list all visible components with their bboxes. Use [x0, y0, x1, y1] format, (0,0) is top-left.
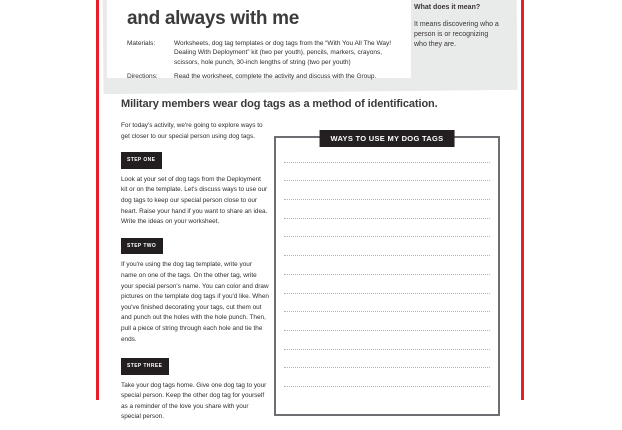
- directions-text: Read the worksheet, complete the activity and discuss with the Group.: [174, 73, 377, 81]
- directions-label: Directions:: [127, 73, 158, 81]
- worksheet-ruled-lines: [276, 138, 498, 387]
- note-title: What does it mean?: [414, 4, 481, 11]
- activity-header-card: [107, 0, 411, 81]
- step-one-text: Look at your set of dog tags from the Deployment kit or on the template. Let's discuss ways to use our dog tags to keep our special person close to our heart. Raise your hand if you want to share an idea. Write the ideas on your worksheet.: [121, 175, 268, 226]
- page-heading: Military members wear dog tags as a method of identification.: [121, 98, 438, 110]
- worksheet-line: [284, 256, 490, 275]
- what-does-it-mean-note: [414, 3, 510, 50]
- intro-paragraph: For today's activity, we're going to explore ways to get closer to our special person using dog tags.: [121, 122, 263, 140]
- instructions-column: [121, 121, 269, 430]
- worksheet-line: [284, 275, 490, 294]
- materials-row: [127, 39, 397, 67]
- worksheet-box: [274, 136, 500, 416]
- worksheet-box-title: WAYS TO USE MY DOG TAGS: [320, 130, 455, 147]
- worksheet-line: [284, 350, 490, 369]
- step-two-badge: STEP TWO: [121, 238, 163, 255]
- step-one-badge: STEP ONE: [121, 152, 162, 169]
- step-two-text: If you're using the dog tag template, write your name on one of the tags. On the other tag, write your special person's name. You can color and draw pictures on the template dog tags if you'd like. When you've finished decorating your tags, cut them out and punch out the holes with the hole punch. Then, pull a piece of string through each hole and tie the ends.: [121, 261, 269, 343]
- activity-title: and always with me: [127, 8, 299, 29]
- materials-label: Materials:: [127, 40, 156, 47]
- left-red-border-rule: [96, 0, 99, 400]
- step-three-badge: STEP THREE: [121, 358, 169, 375]
- worksheet-line: [284, 294, 490, 313]
- worksheet-line: [284, 219, 490, 238]
- worksheet-line: [284, 181, 490, 200]
- materials-text: Worksheets, dog tag templates or dog tags from the “With You All The Way! Dealing With Deployment” kit (two per youth), pencils, markers, crayons, scissors, hole punch, 30-inch lengths of string (two per youth): [174, 40, 392, 66]
- note-body: It means discovering who a person is or recognizing who they are.: [414, 21, 499, 48]
- worksheet-line: [284, 368, 490, 387]
- step-three-text: Take your dog tags home. Give one dog tag to your special person. Keep the other dog tag for yourself as a reminder of the love you share with your special person.: [121, 381, 267, 421]
- worksheet-line: [284, 331, 490, 350]
- worksheet-line: [284, 200, 490, 219]
- directions-row: [127, 72, 397, 81]
- worksheet-line: [284, 312, 490, 331]
- worksheet-line: [284, 163, 490, 182]
- worksheet-line: [284, 237, 490, 256]
- right-red-border-rule: [521, 0, 524, 400]
